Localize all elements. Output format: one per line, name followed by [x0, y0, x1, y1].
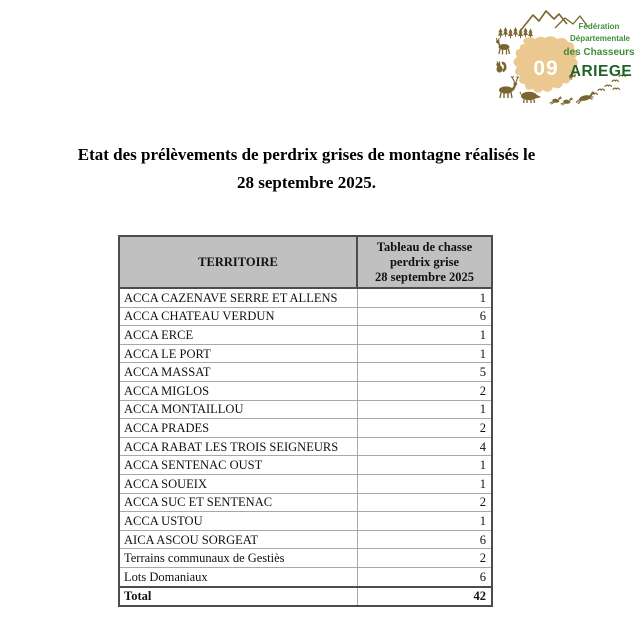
table-row: [119, 400, 492, 419]
table-row: [119, 307, 492, 326]
col-header-count-line1: Tableau de chasse: [376, 239, 473, 254]
territory-cell: ACCA MIGLOS: [119, 381, 357, 400]
header-row: [119, 236, 492, 288]
federation-logo: [495, 8, 637, 106]
total-label-cell: Total: [119, 587, 357, 607]
territory-cell: ACCA MONTAILLOU: [119, 400, 357, 419]
table-row: [119, 530, 492, 549]
table-row: [119, 549, 492, 568]
territory-cell: ACCA PRADES: [119, 419, 357, 438]
table-row: [119, 456, 492, 475]
count-cell: 2: [357, 419, 492, 438]
count-cell: 2: [357, 549, 492, 568]
count-cell: 6: [357, 530, 492, 549]
territory-cell: ACCA SOUEIX: [119, 474, 357, 493]
table-row: [119, 326, 492, 345]
title-line-2: 28 septembre 2025.: [237, 173, 376, 192]
count-cell: 1: [357, 326, 492, 345]
table-row: [119, 567, 492, 586]
territory-cell: Lots Domaniaux: [119, 567, 357, 586]
federation-logo-graphic: [495, 8, 637, 106]
territory-cell: ACCA SENTENAC OUST: [119, 456, 357, 475]
col-header-count: [357, 236, 492, 288]
table-row: [119, 363, 492, 382]
count-cell: 6: [357, 307, 492, 326]
territory-cell: ACCA CHATEAU VERDUN: [119, 307, 357, 326]
count-cell: 1: [357, 344, 492, 363]
territory-cell: ACCA CAZENAVE SERRE ET ALLENS: [119, 288, 357, 307]
logo-text-ariege: ARIEGE: [569, 63, 633, 80]
count-cell: 1: [357, 456, 492, 475]
territory-cell: ACCA MASSAT: [119, 363, 357, 382]
territory-cell: ACCA RABAT LES TROIS SEIGNEURS: [119, 437, 357, 456]
table-row: [119, 474, 492, 493]
total-value-cell: 42: [357, 587, 492, 607]
territory-cell: ACCA ERCE: [119, 326, 357, 345]
fir-trees-icon: [498, 27, 533, 38]
table-row: [119, 493, 492, 512]
territory-cell: Terrains communaux de Gestiès: [119, 549, 357, 568]
territory-cell: ACCA LE PORT: [119, 344, 357, 363]
table-row: [119, 419, 492, 438]
total-row: [119, 587, 492, 607]
col-header-territory: TERRITOIRE: [119, 236, 357, 288]
count-cell: 1: [357, 288, 492, 307]
logo-text-federation: Fédération: [578, 22, 620, 31]
harvest-table-container: [118, 235, 493, 607]
logo-text-departementale: Départementale: [569, 34, 631, 43]
count-cell: 1: [357, 512, 492, 531]
department-number: 09: [533, 57, 559, 80]
count-cell: 1: [357, 400, 492, 419]
table-row: [119, 437, 492, 456]
count-cell: 6: [357, 567, 492, 586]
boar-icon: [520, 92, 541, 103]
territory-cell: ACCA SUC ET SENTENAC: [119, 493, 357, 512]
squirrel-icon: [496, 61, 505, 72]
logo-text-des-chasseurs: des Chasseurs: [563, 47, 635, 58]
harvest-table: [118, 235, 493, 607]
stag-icon: [499, 76, 519, 98]
roe-deer-icon: [496, 38, 509, 55]
table-row: [119, 344, 492, 363]
document-title: [0, 141, 613, 197]
col-header-count-line2: perdrix grise: [389, 254, 460, 269]
territory-cell: ACCA USTOU: [119, 512, 357, 531]
count-cell: 2: [357, 493, 492, 512]
count-cell: 4: [357, 437, 492, 456]
table-row: [119, 512, 492, 531]
table-row: [119, 288, 492, 307]
hares-icon: [550, 97, 573, 105]
col-header-count-line3: 28 septembre 2025: [374, 269, 475, 284]
count-cell: 1: [357, 474, 492, 493]
count-cell: 2: [357, 381, 492, 400]
table-row: [119, 381, 492, 400]
territory-cell: AICA ASCOU SORGEAT: [119, 530, 357, 549]
title-line-1: Etat des prélèvements de perdrix grises de montagne réalisés le: [77, 145, 536, 164]
count-cell: 5: [357, 363, 492, 382]
table-body: [119, 288, 492, 587]
